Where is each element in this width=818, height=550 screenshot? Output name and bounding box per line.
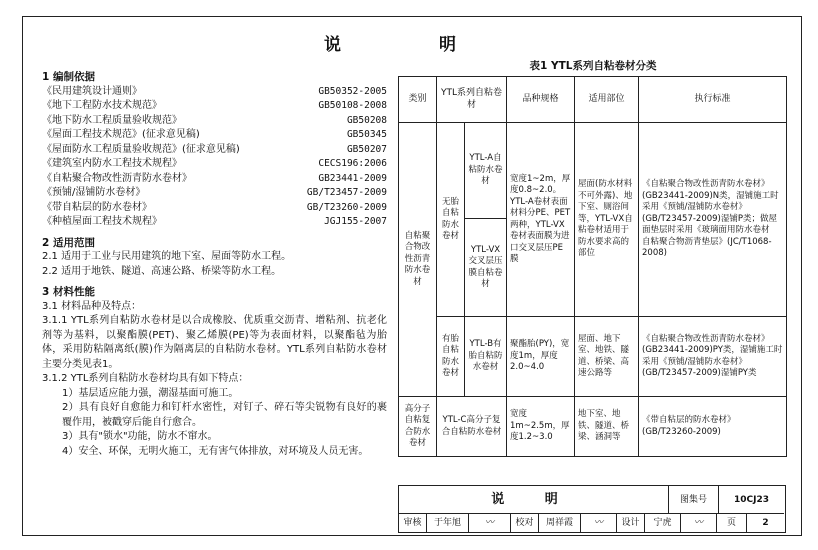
standard-item (42, 157, 387, 172)
feature-point: 4）安全、环保，无明火施工，无有害气体排放，对环境及人员无害。 (62, 445, 369, 457)
table-row (399, 123, 787, 219)
clause-3-1-2: 3.1.2 YTL系列自粘防水卷材均具有如下特点： (42, 373, 249, 384)
usage-cell: 屋面(防水材料不可外露)、地下室、厕浴间等，YTL-VX自粘卷材适用于防水要求高的部位 (575, 123, 639, 317)
standard-code: GB50208 (346, 114, 387, 126)
standard-item (42, 99, 387, 114)
standard-cell: 《带自粘层的防水卷材》(GB/T23260-2009) (639, 397, 787, 457)
clause-3-1: 3.1 材料品种及特点： (42, 300, 142, 312)
proofer-name: 周祥霞 (539, 514, 581, 532)
standard-name: 《地下防水工程质量验收规范》 (42, 114, 182, 126)
ytl-b-cell: YTL-B有胎自粘防水卷材 (465, 317, 507, 397)
standard-code: GB50108-2008 (318, 100, 387, 111)
standard-code: GB23441-2009 (318, 172, 387, 184)
header-category: 类别 (399, 77, 437, 123)
review-label: 审核 (399, 514, 427, 532)
signature-row (399, 514, 785, 532)
reviewer-name: 于年旭 (427, 514, 469, 532)
standard-name: 《带自粘层的防水卷材》 (42, 201, 152, 213)
feature-point: 1）基层适应能力强，潮湿基面可施工。 (62, 387, 239, 399)
usage-cell: 屋面、地下室、地铁、隧道、桥梁、高速公路等 (575, 317, 639, 397)
standard-name: 《屋面工程技术规范》(征求意见稿) (42, 129, 200, 140)
standard-code: GB/T23457-2009 (306, 187, 387, 198)
standard-item (42, 114, 387, 129)
page-title: 说 明 (324, 35, 502, 55)
page-label: 页 (717, 514, 747, 532)
proof-label: 校对 (511, 514, 539, 532)
scope-item: 2.2 适用于地铁、隧道、高速公路、桥梁等防水工程。 (42, 265, 282, 277)
title-block-name: 说 明 (399, 486, 669, 514)
design-label: 设计 (617, 514, 645, 532)
standard-cell: 《自粘聚合物改性沥青防水卷材》(GB23441-2009)N类，湿铺施工时采用《预铺/湿铺防水卷材》(GB/T23457-2009)湿铺P类；做屋面垫层时采用《玻璃面用防水卷材 自粘聚合物沥青垫层》(JC/T1068-2008) (639, 123, 787, 317)
clause-3-1-1: 3.1.1 YTL系列自粘防水卷材是以合成橡胶、优质重交沥青、增粘剂、抗老化剂等为基料，以聚酯膜(PET)、聚乙烯膜(PE)等为表面材料，以聚酯毡为胎体，采用防粘隔离纸(膜)作为隔离层的自粘防水卷材。YTL系列自粘防水卷材主要分类见表1。 (42, 315, 387, 370)
group-2-cell: 高分子自粘复合防水卷材 (399, 397, 437, 457)
standard-code: GB50352-2005 (318, 85, 387, 97)
standard-name: 《地下工程防水技术规范》 (42, 100, 162, 111)
atlas-number: 10CJ23 (719, 486, 784, 514)
spec-cell: 宽度1~2m，厚度0.8~2.0。YTL-A卷材表面材料分PE、PET两种，YTL-VX卷材表面膜为进口交叉层压PE膜 (507, 123, 575, 317)
header-usage: 适用部位 (575, 77, 639, 123)
standard-code: JGJ155-2007 (324, 216, 387, 227)
standard-item (42, 215, 387, 230)
header-spec: 品种规格 (507, 77, 575, 123)
group-1-cell: 自粘聚合物改性沥青防水卷材 (399, 123, 437, 397)
spec-cell: 宽度1m~2.5m，厚度1.2~3.0 (507, 397, 575, 457)
standard-name: 《建筑室内防水工程技术规程》 (42, 158, 182, 169)
standard-name: 《自粘聚合物改性沥青防水卷材》 (42, 172, 192, 184)
page-number: 2 (762, 518, 769, 528)
title-block (398, 485, 786, 533)
scope-item: 2.1 适用于工业与民用建筑的地下室、屋面等防水工程。 (42, 251, 292, 262)
classification-table (398, 76, 787, 457)
sub-1-cell: 无胎自粘防水卷材 (437, 123, 465, 317)
table-caption: 表1 YTL系列自粘卷材分类 (529, 60, 657, 72)
standard-name: 《种植屋面工程技术规程》 (42, 216, 162, 227)
standard-code: GB/T23260-2009 (306, 201, 387, 213)
standard-item (42, 143, 387, 158)
standard-code: GB50207 (346, 143, 387, 155)
standard-code: GB50345 (346, 129, 387, 140)
ytl-a-cell: YTL-A自粘防水卷材 (465, 123, 507, 219)
standard-name: 《屋面防水工程质量验收规范》(征求意见稿) (42, 143, 240, 155)
standard-item (42, 172, 387, 187)
section-3-heading: 3 材料性能 (42, 286, 95, 298)
section-2-heading: 2 适用范围 (42, 236, 95, 249)
header-standard: 执行标准 (639, 77, 787, 123)
standard-item (42, 186, 387, 201)
table-header-row (399, 77, 787, 123)
atlas-label: 图集号 (669, 486, 719, 514)
sub-2-cell: 有胎自粘防水卷材 (437, 317, 465, 397)
section-1-heading: 1 编制依据 (42, 71, 95, 83)
standard-item (42, 128, 387, 143)
standard-code: CECS196:2006 (318, 158, 387, 169)
standard-cell: 《自粘聚合物改性沥青防水卷材》(GB23441-2009)PY类，湿铺施工时采用《预铺/湿铺防水卷材》(GB/T23457-2009)湿铺PY类 (639, 317, 787, 397)
left-column (42, 70, 387, 459)
proofer-signature: 〰 (581, 514, 617, 532)
table-row (399, 397, 787, 457)
standard-name: 《民用建筑设计通则》 (42, 85, 142, 97)
usage-cell: 地下室、地铁、隧道、桥梁、涵洞等 (575, 397, 639, 457)
reviewer-signature: 〰 (469, 514, 511, 532)
standard-item (42, 201, 387, 216)
standard-item (42, 85, 387, 100)
feature-point: 3）具有"锁水"功能，防水不窜水。 (62, 431, 218, 442)
spec-cell: 聚酯胎(PY)，宽度1m，厚度2.0~4.0 (507, 317, 575, 397)
feature-point: 2）具有良好自愈能力和钉杆水密性，对钉子、碎石等尖锐物有良好的裹覆作用，被戳穿后能自行愈合。 (62, 402, 387, 428)
standards-list (42, 85, 387, 230)
designer-name: 宁虎 (645, 514, 681, 532)
ytl-c-cell: YTL-C高分子复合自粘防水卷材 (437, 397, 507, 457)
designer-signature: 〰 (681, 514, 717, 532)
table-row (399, 317, 787, 397)
header-series: YTL系列自粘卷材 (437, 77, 507, 123)
standard-name: 《预铺/湿铺防水卷材》 (42, 187, 146, 198)
ytl-vx-cell: YTL-VX交叉层压膜自粘卷材 (465, 219, 507, 317)
